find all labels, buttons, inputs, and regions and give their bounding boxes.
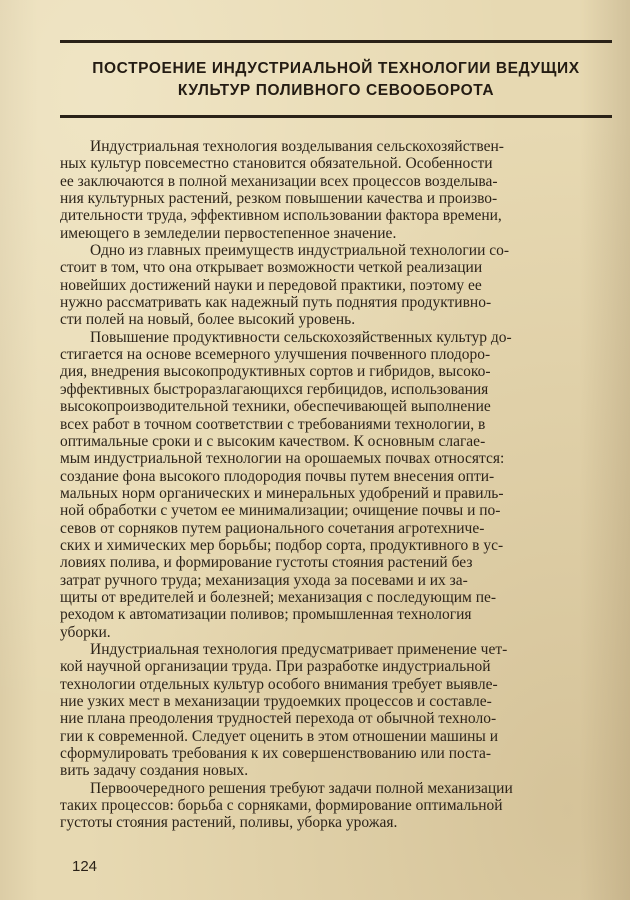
text-line: дия, внедрения высокопродуктивных сортов и гибридов, высоко-: [60, 363, 491, 381]
text-line: оптимальные сроки и с высоким качеством. К основным слагае-: [60, 432, 486, 450]
text-line: уборки.: [60, 623, 111, 641]
text-line: Индустриальная технология предусматривает применение чет-: [90, 640, 508, 658]
text-line: сти полей на новый, более высокий уровень.: [60, 311, 356, 329]
text-line: кой научной организации труда. При разработке индустриальной: [60, 658, 491, 676]
text-line: технологии отдельных культур особого внимания требует выявле-: [60, 675, 498, 693]
text-line: всех работ в точном соответствии с требованиями технологии, в: [60, 415, 486, 433]
text-line: мальных норм органических и минеральных удобрений и правиль-: [60, 484, 504, 502]
paragraph: [60, 242, 616, 329]
text-line: Повышение продуктивности сельскохозяйственных культур до-: [90, 328, 512, 346]
text-line: ных культур повсеместно становится обязательной. Особенности: [60, 155, 493, 173]
text-line: таких процессов: борьба с сорняками, формирование оптимальной: [60, 797, 503, 815]
text-line: ной обработки с учетом ее минимализации; очищение почвы и по-: [60, 502, 501, 520]
text-line: густоты стояния растений, поливы, уборка урожая.: [60, 814, 398, 832]
paragraph: [60, 780, 616, 832]
heading-top-rule: [60, 40, 612, 43]
text-line: севов от сорняков путем рационального сочетания агротехниче-: [60, 519, 485, 537]
heading-line-2: КУЛЬТУР ПОЛИВНОГО СЕВООБОРОТА: [177, 82, 495, 99]
text-line: стигается на основе всемерного улучшения почвенного плодоро-: [60, 346, 491, 364]
text-line: ее заключаются в полной механизации всех процессов возделыва-: [60, 172, 498, 190]
text-line: эффективных быстроразлагающихся гербицидов, использования: [60, 380, 489, 398]
text-line: затрат ручного труда; механизация ухода за посевами и их за-: [60, 571, 468, 589]
body-text: [60, 138, 616, 832]
text-line: дительности труда, эффективном использовании фактора времени,: [60, 207, 502, 225]
text-line: ние узких мест в механизации трудоемких процессов и составле-: [60, 693, 492, 710]
paragraph: [60, 138, 616, 242]
text-line: сформулировать требования к их совершенствованию или поста-: [60, 745, 492, 763]
text-line: создание фона высокого плодородия почвы путем внесения опти-: [60, 467, 495, 485]
section-heading: [60, 58, 612, 102]
text-line: мым индустриальной технологии на орошаемых почвах относятся:: [60, 450, 505, 468]
heading-line-1: ПОСТРОЕНИЕ ИНДУСТРИАЛЬНОЙ ТЕХНОЛОГИИ ВЕДУЩИХ: [92, 60, 580, 77]
text-line: имеющего в земледелии первостепенное значение.: [60, 224, 397, 242]
text-line: ских и химических мер борьбы; подбор сорта, продуктивного в ус-: [60, 536, 504, 554]
text-line: ние плана преодоления трудностей перехода от обычной техноло-: [60, 710, 497, 728]
text-line: Первоочередного решения требуют задачи полной механизации: [90, 779, 513, 797]
page-number: 124: [72, 858, 98, 875]
paragraph: [60, 641, 616, 780]
text-line: ния культурных растений, резком повышении качества и произво-: [60, 190, 498, 208]
text-line: вить задачу создания новых.: [60, 762, 249, 780]
text-line: высокопроизводительной техники, обеспечивающей выполнение: [60, 398, 491, 416]
text-line: реходом к автоматизации поливов; промышленная технология: [60, 606, 472, 624]
heading-bottom-rule: [60, 115, 612, 118]
text-line: ловиях полива, и формирование густоты стояния растений без: [60, 554, 473, 572]
text-line: стоит в том, что она открывает возможности четкой реализации: [60, 259, 483, 277]
text-line: Индустриальная технология возделывания сельскохозяйствен-: [90, 138, 504, 155]
paragraph: [60, 329, 616, 641]
text-line: нужно рассматривать как надежный путь поднятия продуктивно-: [60, 294, 492, 312]
text-line: щиты от вредителей и болезней; механизация с последующим пе-: [60, 588, 497, 606]
text-line: новейших достижений науки и передовой практики, поэтому ее: [60, 276, 482, 294]
text-line: Одно из главных преимуществ индустриальной технологии со-: [90, 242, 510, 260]
text-line: гии к современной. Следует оценить в этом отношении машины и: [60, 727, 499, 745]
